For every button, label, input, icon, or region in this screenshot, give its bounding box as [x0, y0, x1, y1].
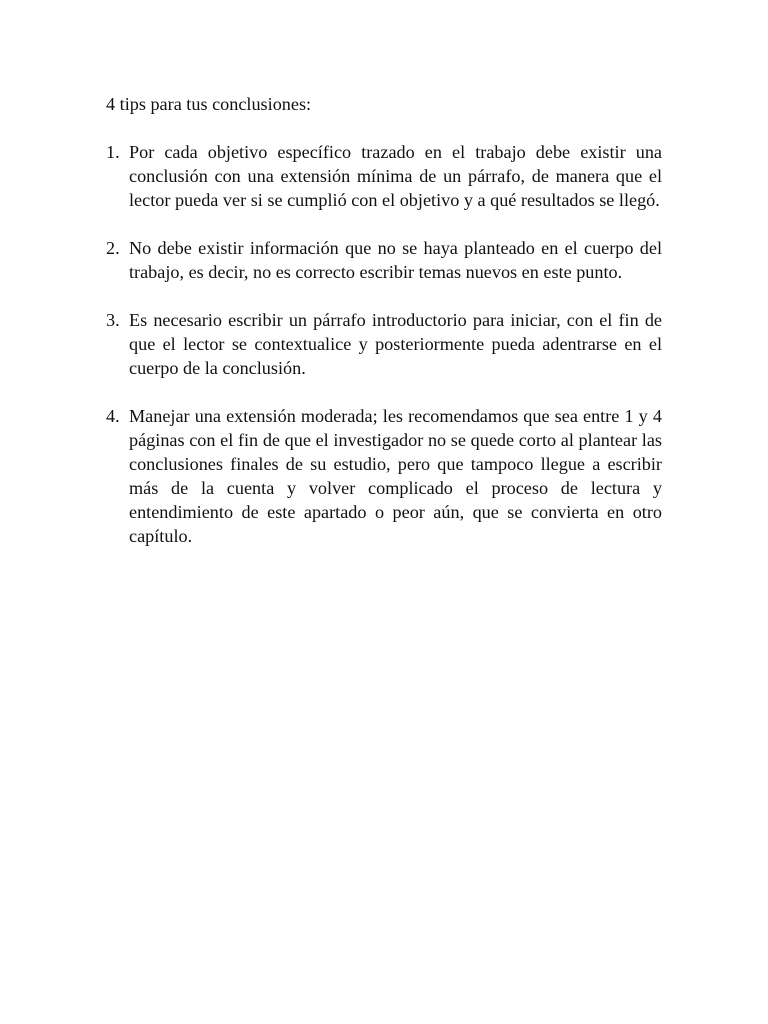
tips-list	[106, 140, 662, 548]
tip-item-3	[106, 308, 662, 380]
tip-item-2	[106, 236, 662, 284]
tip-number: 4.	[106, 406, 120, 426]
tip-text: No debe existir información que no se haya planteado en el cuerpo del trabajo, es decir, no es correcto escribir temas nuevos en este punto.	[129, 238, 662, 282]
tip-number: 1.	[106, 142, 120, 162]
tip-item-1	[106, 140, 662, 212]
intro-text: 4 tips para tus conclusiones:	[106, 94, 312, 114]
tip-number: 2.	[106, 238, 120, 258]
tip-text: Por cada objetivo específico trazado en el trabajo debe existir una conclusión con una extensión mínima de un párrafo, de manera que el lector pueda ver si se cumplió con el objetivo y a qué resultados se llegó.	[129, 142, 662, 210]
tip-item-4	[106, 404, 662, 548]
document-content	[106, 92, 662, 572]
tip-number: 3.	[106, 310, 120, 330]
tip-text: Es necesario escribir un párrafo introductorio para iniciar, con el fin de que el lector se contextualice y posteriormente pueda adentrarse en el cuerpo de la conclusión.	[129, 310, 662, 378]
tip-text: Manejar una extensión moderada; les recomendamos que sea entre 1 y 4 páginas con el fin de que el investigador no se quede corto al plantear las conclusiones finales de su estudio, pero que tampoco llegue a escribir más de la cuenta y volver complicado el proceso de lectura y entendimiento de este apartado o peor aún, que se convierta en otro capítulo.	[129, 406, 662, 546]
